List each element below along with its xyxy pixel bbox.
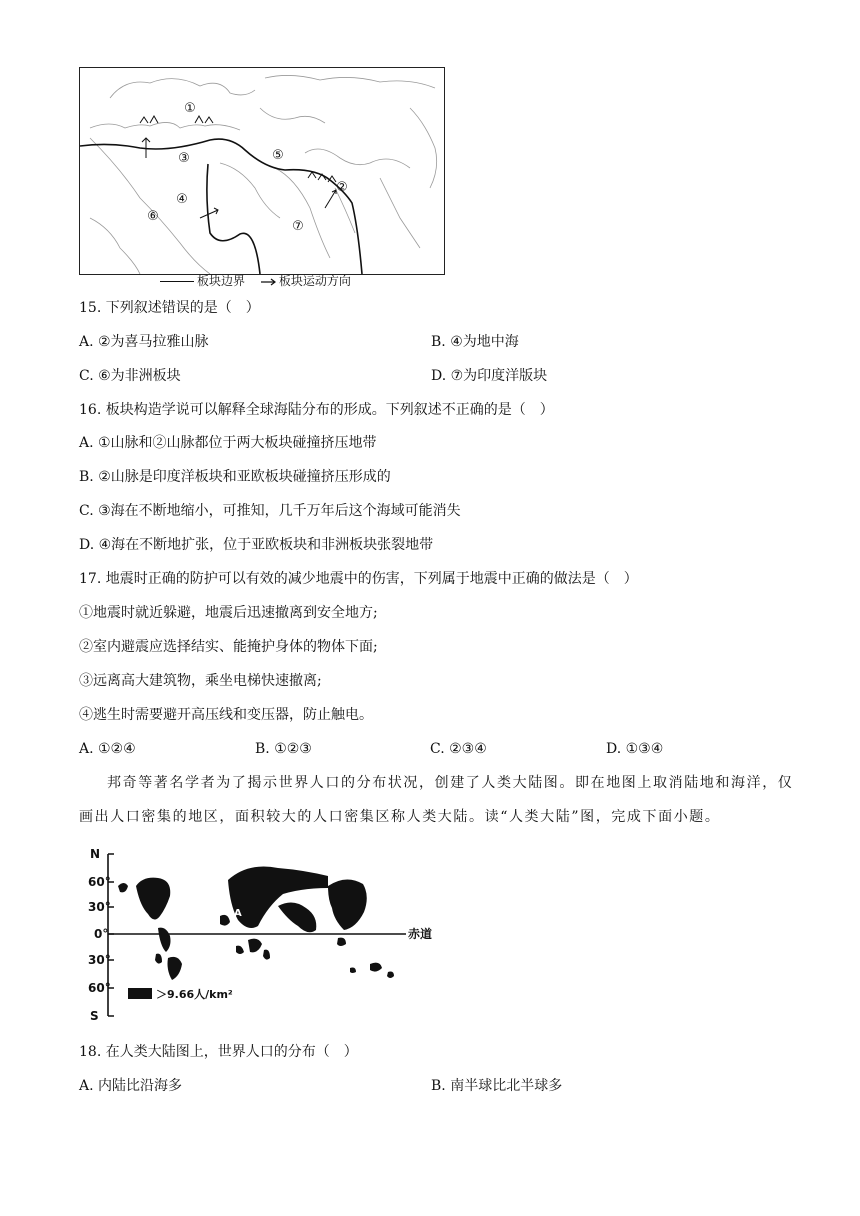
q17-option-c[interactable]: C. ②③④ [430,741,487,757]
plate-map-legend [160,273,351,289]
marker-1: ① [184,101,196,116]
q16-option-c[interactable]: C. ③海在不断地缩小，可推知，几千万年后这个海域可能消失 [79,503,461,519]
q15-option-c[interactable]: C. ⑥为非洲板块 [79,368,181,384]
lat-label-60s: 60° [88,981,111,995]
plate-map-svg [80,68,444,274]
q17-item-1: ①地震时就近躲避，地震后迅速撤离到安全地方; [79,605,378,621]
legend-boundary-label: 板块边界 [197,274,246,288]
q17-stem: 17. 地震时正确的防护可以有效的减少地震中的伤害，下列属于地震中正确的做法是（ ） [79,571,638,587]
plate-boundary-line [207,164,260,274]
q17-item-4: ④逃生时需要避开高压线和变压器，防止触电。 [79,707,373,723]
q17-option-b[interactable]: B. ①②③ [255,741,312,757]
q17-item-2: ②室内避震应选择结实、能掩护身体的物体下面; [79,639,378,655]
equator-label: 赤道 [408,927,433,941]
q18-option-a[interactable]: A. 内陆比沿海多 [79,1078,183,1094]
plate-map-figure [79,67,445,275]
q18-stem: 18. 在人类大陆图上，世界人口的分布（ ） [79,1044,358,1060]
lat-label-60n: 60° [88,875,111,889]
q16-option-d[interactable]: D. ④海在不断地扩张，位于亚欧板块和非洲板块张裂地带 [79,537,434,553]
lat-label-0: 0° [94,927,109,941]
marker-2: ② [336,180,348,195]
q16-option-a[interactable]: A. ①山脉和②山脉都位于两大板块碰撞挤压地带 [79,435,377,451]
passage-line-2: 画出人口密集的地区，面积较大的人口密集区称人类大陆。读“人类大陆”图，完成下面小题。 [79,809,721,825]
q15-option-b[interactable]: B. ④为地中海 [431,334,519,350]
marker-4: ④ [176,192,188,207]
q16-stem: 16. 板块构造学说可以解释全球海陆分布的形成。下列叙述不正确的是（ ） [79,402,554,418]
south-label: S [90,1009,99,1023]
q15-option-d[interactable]: D. ⑦为印度洋版块 [431,368,548,384]
north-label: N [90,847,101,861]
human-continent-svg [88,846,448,1024]
map2-legend-text: ＞9.66人/km² [156,988,233,1001]
population-dense-areas [118,867,394,981]
q17-item-3: ③远离高大建筑物，乘坐电梯快速撤离; [79,673,322,689]
q17-option-a[interactable]: A. ①②④ [79,741,136,757]
passage-line-1: 邦奇等著名学者为了揭示世界人口的分布状况，创建了人类大陆图。即在地图上取消陆地和海洋，仅 [107,775,794,791]
q15-option-a[interactable]: A. ②为喜马拉雅山脉 [79,334,209,350]
q16-option-b[interactable]: B. ②山脉是印度洋板块和亚欧板块碰撞挤压形成的 [79,469,391,485]
q17-option-d[interactable]: D. ①③④ [606,741,664,757]
boundary-line-swatch [160,281,194,282]
marker-6: ⑥ [147,209,159,224]
legend-direction-label: 板块运动方向 [278,274,351,288]
marker-5: ⑤ [272,148,284,163]
q15-stem: 15. 下列叙述错误的是（ ） [79,300,260,316]
lat-label-30n: 30° [88,900,111,914]
q18-option-b[interactable]: B. 南半球比北半球多 [431,1078,563,1094]
marker-3: ③ [178,151,190,166]
arrow-icon [261,278,277,286]
lat-label-30s: 30° [88,953,111,967]
map2-legend-swatch [128,988,152,999]
marker-7: ⑦ [292,219,304,234]
point-a-label: A [234,908,242,919]
human-continent-figure [88,846,448,1024]
plate-boundary-line [80,139,362,274]
